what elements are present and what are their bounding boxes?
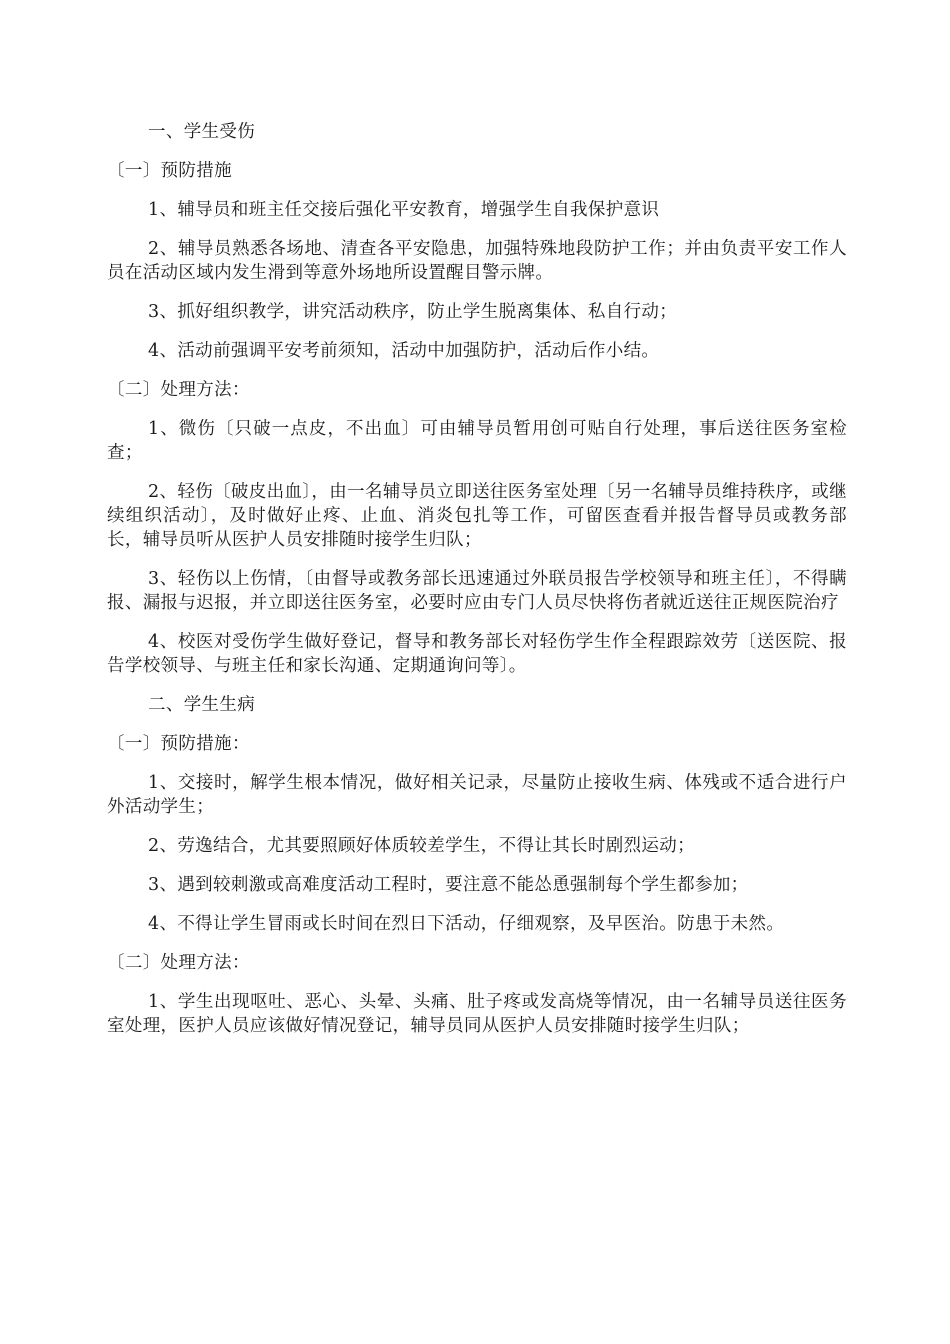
list-item: 3、遇到较刺激或高难度活动工程时，要注意不能怂恿强制每个学生都参加； bbox=[148, 875, 749, 895]
list-item: 3、轻伤以上伤情，〔由督导或教务部长迅速通过外联员报告学校领导和班主任〕，不得瞒报、漏报与迟报，并立即送往医务室，必要时应由专门人员尽快将伤者就近送往正规医院治疗 bbox=[107, 569, 847, 613]
subsection-heading: 〔一〕预防措施： bbox=[107, 734, 250, 754]
list-item: 1、交接时，解学生根本情况，做好相关记录，尽量防止接收生病、体残或不适合进行户外活动学生； bbox=[107, 773, 847, 817]
list-item: 4、活动前强调平安考前须知，活动中加强防护，活动后作小结。 bbox=[148, 341, 660, 361]
list-item: 4、不得让学生冒雨或长时间在烈日下活动，仔细观察，及早医治。防患于未然。 bbox=[148, 914, 785, 934]
subsection-heading: 〔二〕处理方法： bbox=[107, 953, 250, 973]
list-item: 3、抓好组织教学，讲究活动秩序，防止学生脱离集体、私自行动； bbox=[148, 302, 678, 322]
list-item: 1、学生出现呕吐、恶心、头晕、头痛、肚子疼或发高烧等情况，由一名辅导员送往医务室处理，医护人员应该做好情况登记，辅导员同从医护人员安排随时接学生归队； bbox=[107, 992, 847, 1036]
list-item: 2、轻伤〔破皮出血〕，由一名辅导员立即送往医务室处理〔另一名辅导员维持秩序，或继续组织活动〕，及时做好止疼、止血、消炎包扎等工作，可留医查看并报告督导员或教务部长，辅导员听从医护人员安排随时接学生归队； bbox=[107, 482, 847, 550]
subsection-heading: 〔二〕处理方法： bbox=[107, 380, 250, 400]
section-heading: 二、学生生病 bbox=[148, 695, 256, 715]
list-item: 1、微伤〔只破一点皮，不出血〕可由辅导员暂用创可贴自行处理，事后送往医务室检查； bbox=[107, 419, 847, 463]
section-heading: 一、学生受伤 bbox=[148, 122, 256, 142]
list-item: 4、校医对受伤学生做好登记，督导和教务部长对轻伤学生作全程跟踪效劳〔送医院、报告学校领导、与班主任和家长沟通、定期通询问等〕。 bbox=[107, 632, 847, 676]
list-item: 2、辅导员熟悉各场地、清查各平安隐患，加强特殊地段防护工作；并由负责平安工作人员在活动区域内发生滑到等意外场地所设置醒目警示牌。 bbox=[107, 239, 847, 283]
list-item: 1、辅导员和班主任交接后强化平安教育，增强学生自我保护意识 bbox=[148, 200, 660, 220]
list-item: 2、劳逸结合，尤其要照顾好体质较差学生，不得让其长时剧烈运动； bbox=[148, 836, 695, 856]
subsection-heading: 〔一〕预防措施 bbox=[107, 161, 232, 181]
document-body bbox=[107, 120, 847, 1038]
